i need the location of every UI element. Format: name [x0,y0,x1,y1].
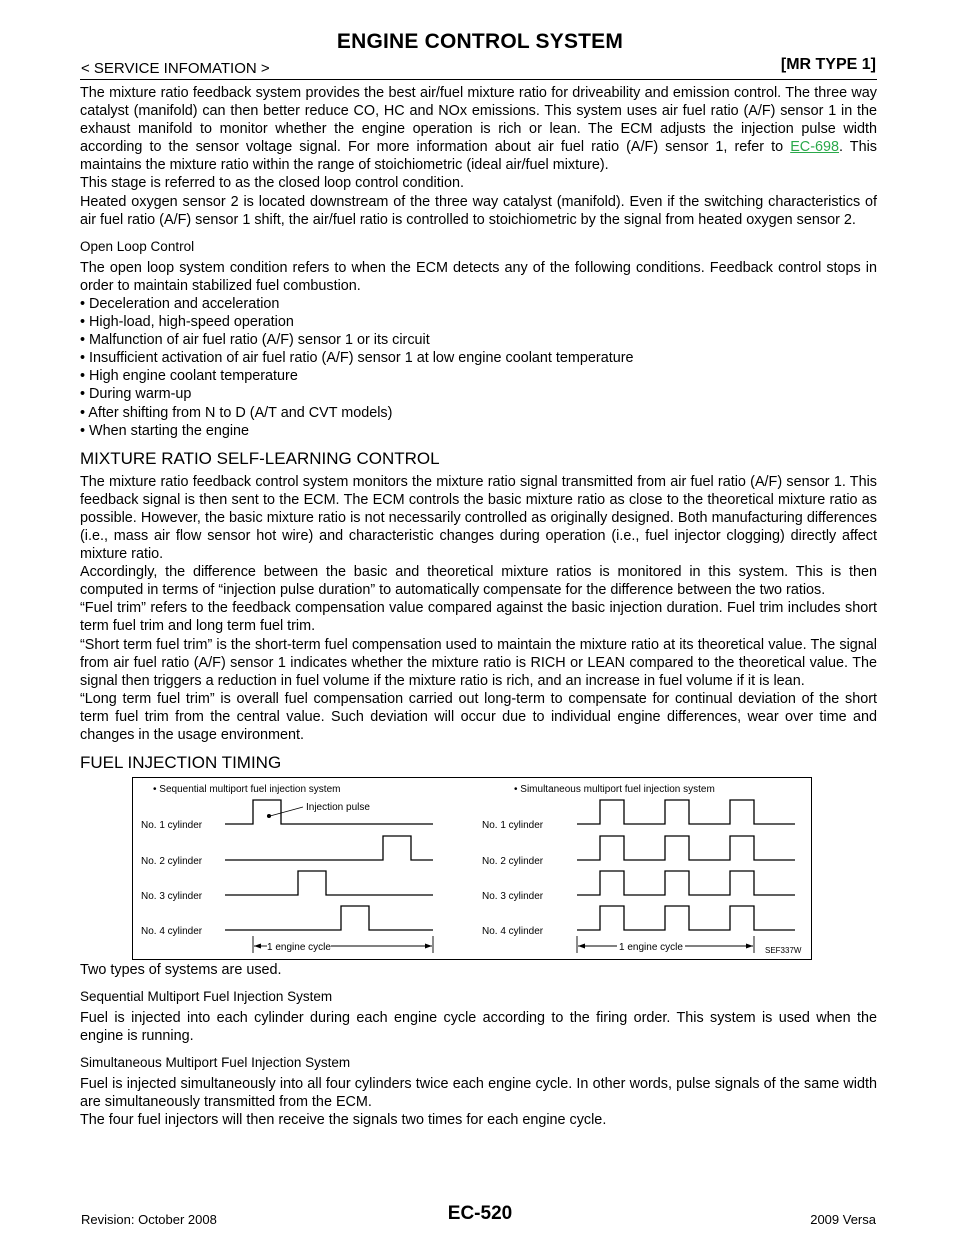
sequential-title: • Sequential multiport fuel injection system [153,784,341,796]
seq-cyl-1-label: No. 1 cylinder [141,820,203,832]
self-learning-paragraph-4: “Short term fuel trim” is the short-term fuel compensation used to maintain the mixture ratio at its theoretical value. The signal from air fuel ratio (A/F) sensor 1 indicates whether the mixture ratio is RICH or LEAN compared to the theoretical value. The signal then triggers a reduction in fuel volume if the mixture ratio is rich, and an increase in fuel volume if it is lean. [80,636,877,689]
open-loop-text: The open loop system condition refers to when the ECM detects any of the following conditions. Feedback control stops in order to maintain stabilized fuel combustion. [80,259,877,294]
list-item: • Deceleration and acceleration [80,295,280,312]
sim-arrowhead-right [746,944,753,949]
seq-arrowhead-left [254,944,261,949]
seq-cyl-2-label: No. 2 cylinder [141,856,203,868]
seq-cyl-2-waveform [225,836,433,860]
injection-timing-heading: FUEL INJECTION TIMING [80,753,282,773]
simultaneous-title: • Simultaneous multiport fuel injection system [514,784,715,796]
pulse-leader-dot [267,814,270,817]
simultaneous-text-1: Fuel is injected simultaneously into all four cylinders twice each engine cycle. In other words, pulse signals of the same width are simultaneously transmitted from the ECM. [80,1076,877,1111]
page-title: ENGINE CONTROL SYSTEM [336,30,624,53]
simultaneous-text-2: The four fuel injectors will then receive the signals two times for each engine cycle. [80,1112,607,1129]
revision-date: Revision: October 2008 [81,1212,217,1227]
intro-paragraph-1: The mixture ratio feedback system provides the best air/fuel mixture ratio for driveability and emission control. The three way catalyst (manifold) can then better reduce CO, HC and NOx emissions. This system uses air fuel ratio (A/F) sensor 1 in the exhaust manifold to monitor whether the engine operation is rich or lean. The ECM adjusts the injection pulse width according to the sensor voltage signal. For more information about air fuel ratio (A/F) sensor 1, refer to EC-698. This maintains the mixture ratio within the range of stoichiometric (ideal air/fuel mixture). [80,85,877,174]
sim-cyl-4-waveform [577,906,795,930]
list-item: • Insufficient activation of air fuel ratio (A/F) sensor 1 at low engine coolant temperature [80,350,634,367]
seq-cyl-3-waveform [225,871,433,895]
ec-698-link[interactable]: EC-698 [790,139,839,156]
list-item: • When starting the engine [80,422,250,439]
self-learning-paragraph-2: Accordingly, the difference between the basic and theoretical mixture ratios is monitored in this system. This is then computed in terms of “injection pulse duration” to automatically compensate for the difference between the two ratios. [80,564,877,599]
injection-timing-diagram [133,778,811,959]
self-learning-paragraph-5: “Long term fuel trim” is overall fuel compensation carried out long-term to compensate for continual deviation of the short term fuel trim from the central value. Such deviation will occur due to individual engine differences, wear over time and changes in the usage environment. [80,690,877,743]
sim-cycle-label: 1 engine cycle [619,942,683,954]
sim-cyl-1-label: No. 1 cylinder [482,820,544,832]
list-item: • High engine coolant temperature [80,368,298,385]
sim-cyl-1-waveform [577,800,795,824]
sim-cyl-3-waveform [577,871,795,895]
sequential-heading: Sequential Multiport Fuel Injection System [80,989,333,1005]
open-loop-heading: Open Loop Control [80,238,195,254]
intro-paragraph-3: Heated oxygen sensor 2 is located downstream of the three way catalyst (manifold). Even if the switching characteristics of air fuel ratio (A/F) sensor 1 shift, the air/fuel ratio is controlled to stoichiometric by the signal from heated oxygen sensor 2. [80,193,877,228]
figure-caption: Two types of systems are used. [80,962,282,979]
list-item: • Malfunction of air fuel ratio (A/F) sensor 1 or its circuit [80,332,430,349]
sim-cyl-2-label: No. 2 cylinder [482,856,544,868]
seq-cyl-4-waveform [225,906,433,930]
page-number: EC-520 [447,1203,513,1224]
self-learning-paragraph-3: “Fuel trim” refers to the feedback compensation value compared against the basic injection duration. Fuel trim includes short term fuel trim and long term fuel trim. [80,600,877,635]
model-year: 2009 Versa [810,1212,876,1227]
sim-cyl-3-label: No. 3 cylinder [482,891,544,903]
intro-paragraph-2: This stage is referred to as the closed loop control condition. [80,175,464,192]
list-item: • After shifting from N to D (A/T and CVT models) [80,404,393,421]
seq-cycle-label: 1 engine cycle [267,942,331,954]
open-loop-conditions [80,295,877,440]
injection-timing-figure [132,777,812,960]
sim-cyl-2-waveform [577,836,795,860]
list-item: • During warm-up [80,386,192,403]
pulse-leader-line [270,807,303,816]
self-learning-heading: MIXTURE RATIO SELF-LEARNING CONTROL [80,448,440,468]
seq-cyl-3-label: No. 3 cylinder [141,891,203,903]
sequential-text: Fuel is injected into each cylinder during each engine cycle according to the firing order. This system is used when the engine is running. [80,1010,877,1045]
figure-code: SEF337W [765,946,802,956]
section-label: < SERVICE INFOMATION > [81,60,270,77]
injection-pulse-label: Injection pulse [306,802,370,814]
sim-arrowhead-left [578,944,585,949]
simultaneous-heading: Simultaneous Multiport Fuel Injection System [80,1055,351,1071]
engine-type-label: [MR TYPE 1] [780,56,876,73]
sim-cyl-4-label: No. 4 cylinder [482,926,544,938]
seq-arrowhead-right [425,944,432,949]
content [80,84,877,1130]
header-rule [80,79,877,80]
seq-cyl-4-label: No. 4 cylinder [141,926,203,938]
list-item: • High-load, high-speed operation [80,314,294,331]
self-learning-paragraph-1: The mixture ratio feedback control system monitors the mixture ratio signal transmitted from air fuel ratio (A/F) sensor 1. This feedback signal is then sent to the ECM. The ECM controls the basic mixture ratio as close to the theoretical mixture ratio as possible. However, the basic mixture ratio is not necessarily controlled as originally designed. Both manufacturing differences (i.e., mass air flow sensor hot wire) and characteristic changes during operation (i.e., fuel injector clogging) directly affect mixture ratio. [80,473,877,563]
